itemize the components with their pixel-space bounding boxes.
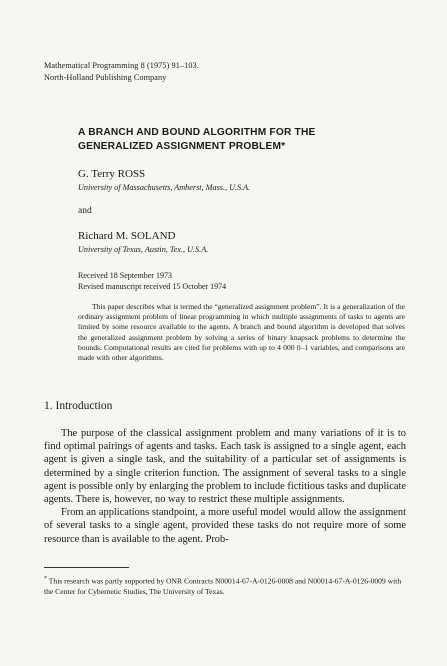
title-line-1: A BRANCH AND BOUND ALGORITHM FOR THE (78, 127, 316, 138)
author-name: G. Terry ROSS (78, 168, 146, 180)
body-paragraph: The purpose of the classical assignment problem and many variations of it is to find optimal pairings of agents and tasks. Each task is assigned to a single agent, each agent is given a single task, and the suitability of a particular set of assignments is determined by a single criterion function. The assignment of several tasks to a single agent is possible only by enlarging the problem to include fictitious tasks and duplicate agents. There is, however, no way to restrict these multiple assignments. (44, 428, 406, 506)
abstract-text: This paper describes what is termed the “generalized assignment problem”. It is a generalization of the ordinary assignment problem of linear programming in which multiple assignments of tasks to agents are limited by some resource available to the agents. A branch and bound algorithm is developed that solves the generalized assignment problem by solving a series of binary knapsack problems to determine the bounds. Computational results are cited for problems with up to 4 000 0–1 variables, and comparisons are made with other algorithms. (78, 302, 405, 363)
footnote-marker: * (44, 576, 47, 582)
footnote-rule (44, 567, 129, 568)
section-title: Introduction (55, 400, 113, 412)
footnote-text: This research was partly supported by ONR Contracts N00014-67-A-0126-0008 and N00014-67-A-0126-0009 with the Center for Cybernetic Studies, The University of Texas. (44, 576, 402, 596)
section-heading (44, 399, 112, 413)
revised-date: Revised manuscript received 15 October 1974 (78, 281, 227, 291)
body-paragraph: From an applications standpoint, a more useful model would allow the assignment of several tasks to a single agent, provided these tasks do not require more of some resource than is available to the agent. Prob- (44, 507, 406, 545)
received-date: Received 18 September 1973 (78, 271, 172, 280)
publisher: North-Holland Publishing Company (44, 73, 167, 82)
author-name: Richard M. SOLAND (78, 230, 176, 242)
paper-title (78, 126, 316, 154)
journal-header (44, 60, 199, 84)
journal-citation: Mathematical Programming 8 (1975) 91–103. (44, 61, 199, 70)
author-affiliation: University of Massachusetts, Amherst, Mass., U.S.A. (78, 183, 251, 192)
title-line-2: GENERALIZED ASSIGNMENT PROBLEM* (78, 141, 286, 152)
footnote (44, 574, 406, 597)
manuscript-dates (78, 271, 226, 292)
abstract (78, 302, 405, 363)
section-number: 1. (44, 400, 53, 412)
body-text (44, 427, 406, 546)
and-separator: and (78, 206, 92, 216)
author-affiliation: University of Texas, Austin, Tex., U.S.A. (78, 245, 209, 254)
